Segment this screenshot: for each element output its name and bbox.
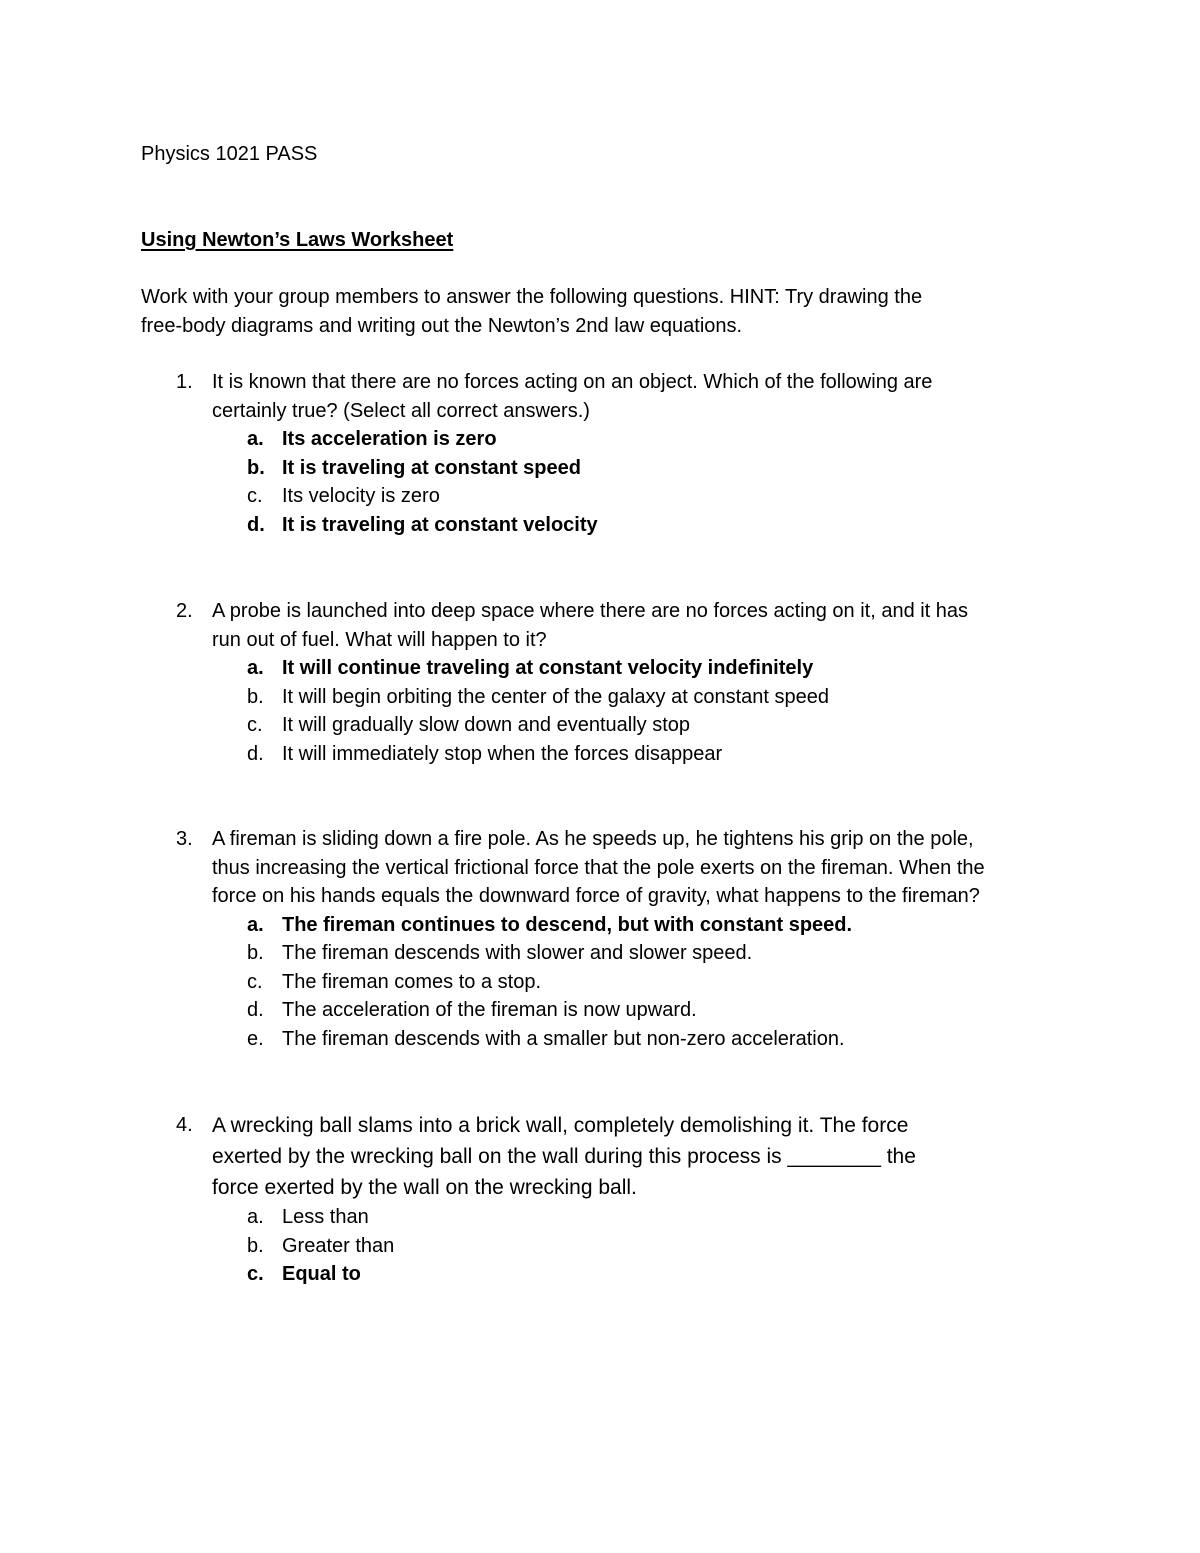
instructions-line: Work with your group members to answer the following questions. HINT: Try drawing the [141,286,923,308]
answer-option [141,482,1061,511]
option-text: It will immediately stop when the forces disappear [282,742,723,765]
question-stem [141,1110,1061,1203]
option-letter: c. [247,714,263,736]
option-letter: b. [247,942,264,964]
answer-option [141,511,1061,540]
answer-option [141,654,1061,683]
option-letter: c. [247,1263,264,1285]
question-line: It is known that there are no forces acting on an object. Which of the following are [212,371,933,393]
question-line: run out of fuel. What will happen to it? [212,628,547,651]
answer-option [141,1260,1061,1289]
option-text: Equal to [282,1263,361,1285]
answer-options [141,654,1061,768]
answer-option [141,1025,1061,1054]
option-letter: d. [247,513,265,536]
option-letter: d. [247,742,264,765]
option-letter: b. [247,685,264,708]
question-2 [141,597,1061,768]
answer-options [141,1203,1061,1289]
option-text: Its acceleration is zero [282,428,497,450]
option-text: The fireman descends with a smaller but non-zero acceleration. [282,1027,845,1050]
option-text: Greater than [282,1234,395,1257]
question-line: force on his hands equals the downward force of gravity, what happens to the fireman? [212,885,980,907]
option-letter: a. [247,1206,264,1228]
question-line: A wrecking ball slams into a brick wall, completely demolishing it. The force [212,1114,909,1137]
question-line: exerted by the wrecking ball on the wall during this process is ________ the [212,1145,916,1168]
answer-option [141,911,1061,940]
option-text: It is traveling at constant velocity [282,513,598,536]
option-letter: a. [247,428,264,450]
instructions [141,283,1021,341]
answer-option [141,1203,1061,1232]
option-letter: b. [247,456,265,479]
answer-option [141,454,1061,483]
option-letter: c. [247,485,263,507]
question-line: certainly true? (Select all correct answers.) [212,399,590,422]
answer-option [141,711,1061,740]
option-text: It is traveling at constant speed [282,456,581,479]
option-letter: c. [247,970,263,993]
option-text: The fireman continues to descend, but with constant speed. [282,913,853,936]
question-3 [141,825,1061,1053]
option-text: Less than [282,1206,369,1228]
question-number: 4. [176,1114,193,1136]
question-line: A probe is launched into deep space where there are no forces acting on it, and it has [212,600,969,622]
option-text: It will begin orbiting the center of the galaxy at constant speed [282,685,830,708]
option-letter: e. [247,1027,264,1050]
option-text: It will continue traveling at constant velocity indefinitely [282,657,814,679]
question-stem [141,597,1061,654]
question-stem [141,368,1061,425]
question-number: 1. [176,371,193,393]
option-letter: a. [247,913,264,936]
option-text: Its velocity is zero [282,485,440,507]
course-name: Physics 1021 PASS [141,143,318,165]
answer-option [141,425,1061,454]
answer-option [141,996,1061,1025]
question-number: 3. [176,828,193,850]
instructions-line: free-body diagrams and writing out the Newton’s 2nd law equations. [141,315,743,337]
option-letter: b. [247,1234,264,1257]
answer-option [141,683,1061,712]
option-text: It will gradually slow down and eventually stop [282,714,690,736]
option-letter: a. [247,657,264,679]
question-line: thus increasing the vertical frictional force that the pole exerts on the fireman. When the [212,856,985,879]
answer-option [141,939,1061,968]
answer-options [141,425,1061,539]
answer-option [141,968,1061,997]
question-stem [141,825,1061,911]
answer-option [141,1232,1061,1261]
question-4 [141,1110,1061,1289]
worksheet-title: Using Newton’s Laws Worksheet [141,229,454,251]
question-1 [141,368,1061,539]
answer-options [141,911,1061,1054]
answer-option [141,740,1061,769]
question-line: A fireman is sliding down a fire pole. As he speeds up, he tightens his grip on the pole, [212,828,974,850]
option-letter: d. [247,999,264,1021]
option-text: The acceleration of the fireman is now upward. [282,999,697,1021]
option-text: The fireman descends with slower and slower speed. [282,942,753,964]
question-line: force exerted by the wall on the wrecking ball. [212,1176,637,1199]
option-text: The fireman comes to a stop. [282,970,542,993]
question-number: 2. [176,600,193,622]
